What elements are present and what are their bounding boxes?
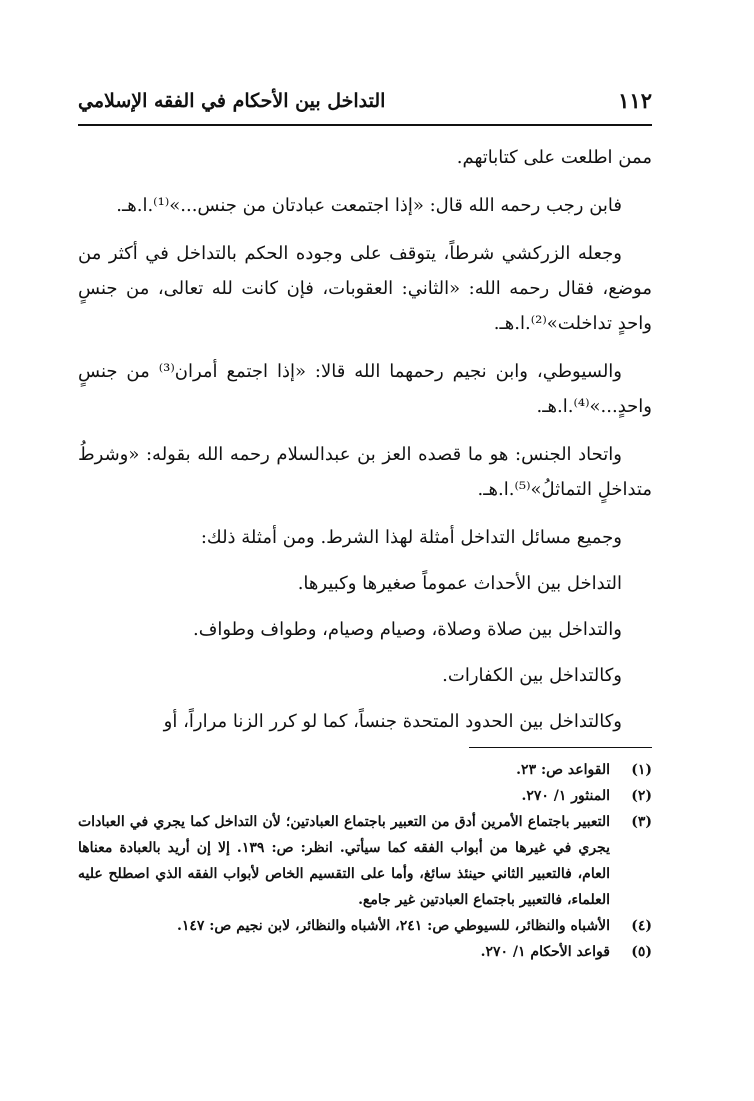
footnote-separator: [469, 747, 652, 748]
footnote-number: (٣): [631, 814, 652, 830]
footnote-number: (١): [631, 762, 652, 778]
footnote: [78, 939, 652, 965]
footnote: [78, 809, 652, 913]
example-4: وكالتداخل بين الحدود المتحدة جنساً، كما لو كرر الزنا مراراً، أو: [163, 711, 622, 732]
footnote-text: الأشباه والنظائر، للسيوطي ص: ٢٤١، الأشباه والنظائر، لابن نجيم ص: ١٤٧.: [176, 918, 610, 934]
header-rule: [78, 124, 652, 126]
example-2: والتداخل بين صلاة وصلاة، وصيام وصيام، وطواف وطواف.: [193, 619, 622, 640]
footnote-text: التعبير باجتماع الأمرين أدق من التعبير باجتماع العبادتين؛ لأن التداخل كما يجري في العبادات يجري في غيرها من أبواب الفقه كما سيأتي. انظر: ص: ١٣٩. إلا إن أريد بالعبادة معناها العام، فالتعبير الثاني حينئذ سائغ، وأما على التقسيم الخاص لأبواب الفقه الذي اصطلح عليه العلماء، فالتعبير باجتماع العبادتين غير جامع.: [78, 814, 610, 908]
footnote: [78, 783, 652, 809]
running-title: التداخل بين الأحكام في الفقه الإسلامي: [78, 90, 386, 112]
footnote-number: (٥): [631, 944, 652, 960]
footnote-text: القواعد ص: ٢٣.: [516, 762, 610, 778]
paragraph-4: والسيوطي، وابن نجيم رحمهما الله قالا: «إذا اجتمع أمران⁽³⁾ من جنسٍ واحدٍ...»⁽⁴⁾.ا.هـ.: [78, 361, 652, 417]
footnote-number: (٤): [631, 918, 652, 934]
page-header: [78, 86, 652, 122]
main-text: [78, 140, 652, 750]
footnote-text: قواعد الأحكام ١/ ٢٧٠.: [480, 944, 610, 960]
footnote: [78, 757, 652, 783]
example-3: وكالتداخل بين الكفارات.: [442, 665, 622, 686]
footnote: [78, 913, 652, 939]
paragraph-3: وجعله الزركشي شرطاً، يتوقف على وجوده الحكم بالتداخل في أكثر من موضع، فقال رحمه الله: «الثاني: العقوبات، فإن كانت لله تعالى، من جنسٍ واحدٍ تداخلت»⁽²⁾.ا.هـ.: [78, 243, 652, 334]
paragraph-5: واتحاد الجنس: هو ما قصده العز بن عبدالسلام رحمه الله بقوله: «وشرطُ متداخلٍ التماثلُ»⁽⁵⁾.ا.هـ.: [78, 444, 652, 500]
paragraph-2: فابن رجب رحمه الله قال: «إذا اجتمعت عبادتان من جنس...»⁽¹⁾.ا.هـ.: [116, 195, 622, 216]
footnote-number: (٢): [631, 788, 652, 804]
page-number: ١١٢: [618, 88, 652, 113]
paragraph-6: وجميع مسائل التداخل أمثلة لهذا الشرط. ومن أمثلة ذلك:: [200, 527, 622, 548]
footnotes: [78, 757, 652, 965]
paragraph-1: ممن اطلعت على كتاباتهم.: [456, 147, 652, 168]
example-1: التداخل بين الأحداث عموماً صغيرها وكبيرها.: [297, 573, 622, 594]
footnote-text: المنثور ١/ ٢٧٠.: [521, 788, 610, 804]
